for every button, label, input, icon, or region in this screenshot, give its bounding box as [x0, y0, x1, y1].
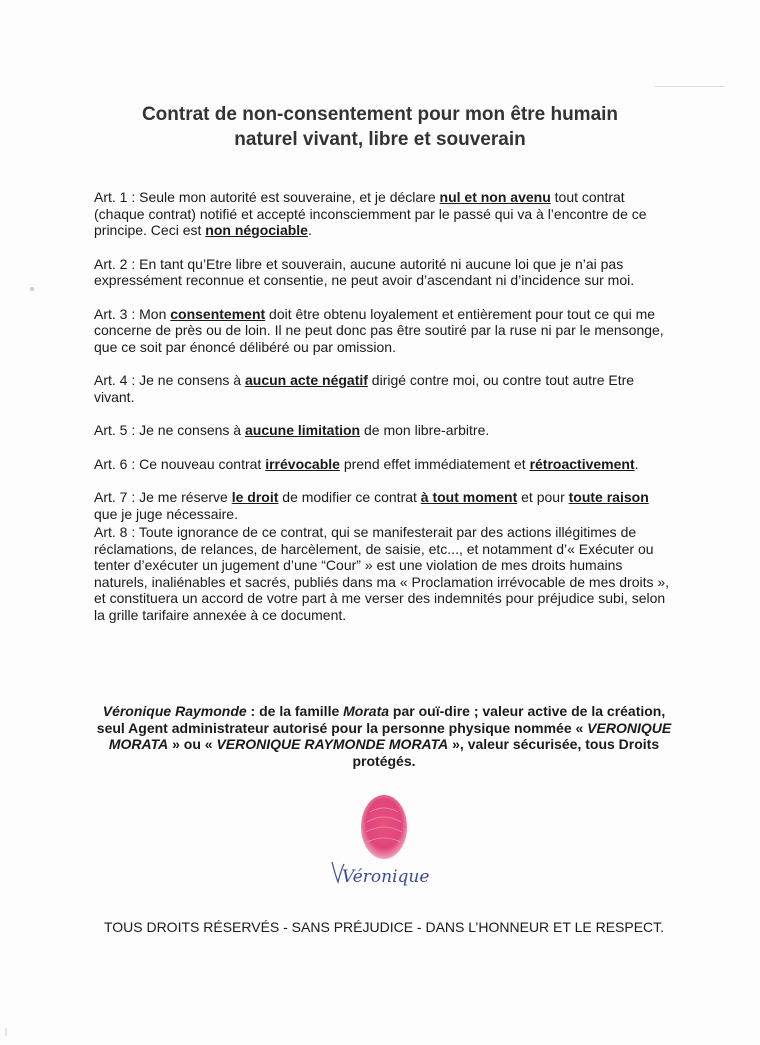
article-4-text-b: dirigé contre moi, ou contre tout autre Etre vivant. — [94, 372, 635, 405]
article-7-emphasis-2: à tout moment — [420, 489, 518, 505]
article-7-emphasis-3: toute raison — [568, 489, 649, 505]
legal-name-1: VERONIQUE MORATA — [108, 719, 672, 752]
handwritten-signature: Véronique — [342, 867, 430, 887]
article-6-text-a: Art. 6 : Ce nouveau contrat — [94, 455, 266, 472]
article-8 — [94, 524, 674, 623]
article-3 — [94, 306, 674, 356]
article-7-emphasis-1: le droit — [231, 489, 279, 505]
signatory-text-3: » ou « — [168, 736, 217, 752]
signatory-text-4: », valeur sécurisée, tous Droits protégés. — [352, 736, 660, 769]
signatory-name: Véronique Raymonde — [102, 703, 247, 719]
signatory-text-2: par ouï-dire ; valeur active de la création, seul Agent administrateur autorisé pour la personne physique nommée « — [96, 703, 666, 736]
article-7 — [94, 489, 674, 522]
title-line-2: naturel vivant, libre et souverain — [234, 129, 526, 150]
article-4 — [94, 372, 674, 405]
article-1 — [94, 189, 674, 239]
article-7-text-d: que je juge nécessaire. — [94, 505, 238, 522]
signatory-family: Morata — [343, 703, 390, 719]
article-6-text-c: . — [634, 455, 639, 472]
article-7-text-a: Art. 7 : Je me réserve — [94, 489, 232, 505]
article-2-text: Art. 2 : En tant qu’Etre libre et souverain, aucune autorité ni aucune loi que je n’ai pas expressément reconnue et consentie, ne peut avoir d’ascendant ni d’incidence sur moi. — [94, 255, 635, 288]
article-4-text-a: Art. 4 : Je ne consens à — [94, 372, 245, 388]
article-1-emphasis-2: non négociable — [205, 222, 308, 238]
article-2 — [94, 256, 674, 289]
article-7-text-c: et pour — [517, 489, 569, 505]
article-4-emphasis: aucun acte négatif — [244, 372, 368, 388]
article-5 — [94, 422, 674, 439]
article-8-text: Art. 8 : Toute ignorance de ce contrat, qui se manifesterait par des actions illégitimes de réclamations, de relances, de harcèlement, de saisie, etc..., et notamment d’« Exécuter ou tenter d’exécuter un jugement d’une “Cour” » est une violation de mes droits humains naturels, inaliénables et sacrés, publiés dans ma « Proclamation irrévocable de mes droits », et constituera un accord de votre part à me verser des indemnités pour préjudice subi, selon la grille tarifaire annexée à ce document. — [94, 524, 670, 623]
article-1-text-a: Art. 1 : Seule mon autorité est souveraine, et je déclare — [94, 189, 440, 205]
footer-rights: TOUS DROITS RÉSERVÉS - SANS PRÉJUDICE - DANS L’HONNEUR ET LE RESPECT. — [103, 919, 665, 935]
article-5-text-a: Art. 5 : Je ne consens à — [94, 422, 245, 438]
scan-artifact-dot — [30, 287, 34, 291]
article-6 — [94, 456, 674, 473]
article-6-emphasis-1: irrévocable — [265, 455, 340, 472]
article-3-text-b: doit être obtenu loyalement et entièrement pour tout ce qui me concerne de près ou de loin. Il ne peut donc pas être soutiré par la ruse ni par le mensonge, que ce soit par énoncé délibéré ou par omission. — [94, 305, 664, 355]
scan-artifact-line — [655, 86, 725, 87]
article-5-emphasis: aucune limitation — [244, 422, 361, 438]
document-title — [60, 102, 700, 152]
title-line-1: Contrat de non-consentement pour mon être humain — [141, 104, 619, 125]
article-1-text-b: tout contrat (chaque contrat) notifié et accepté inconsciemment par le passé qui va à l’encontre de ce principe. Ceci est — [94, 189, 647, 238]
article-7-text-b: de modifier ce contrat — [278, 489, 421, 505]
thumbprint-and-signature — [330, 790, 440, 900]
legal-name-2: VERONIQUE RAYMONDE MORATA — [216, 736, 449, 752]
articles-list — [94, 189, 674, 640]
article-6-text-b: prend effet immédiatement et — [339, 455, 530, 472]
article-5-text-b: de mon libre-arbitre. — [360, 422, 490, 438]
scan-artifact-edge — [5, 1028, 7, 1036]
signatory-declaration — [94, 703, 674, 769]
article-1-text-c: . — [307, 222, 312, 238]
article-6-emphasis-2: rétroactivement — [529, 455, 635, 472]
article-3-emphasis: consentement — [170, 305, 266, 322]
article-3-text-a: Art. 3 : Mon — [94, 305, 171, 322]
article-1-emphasis-1: nul et non avenu — [439, 189, 551, 205]
signatory-text-1: : de la famille — [246, 703, 344, 719]
